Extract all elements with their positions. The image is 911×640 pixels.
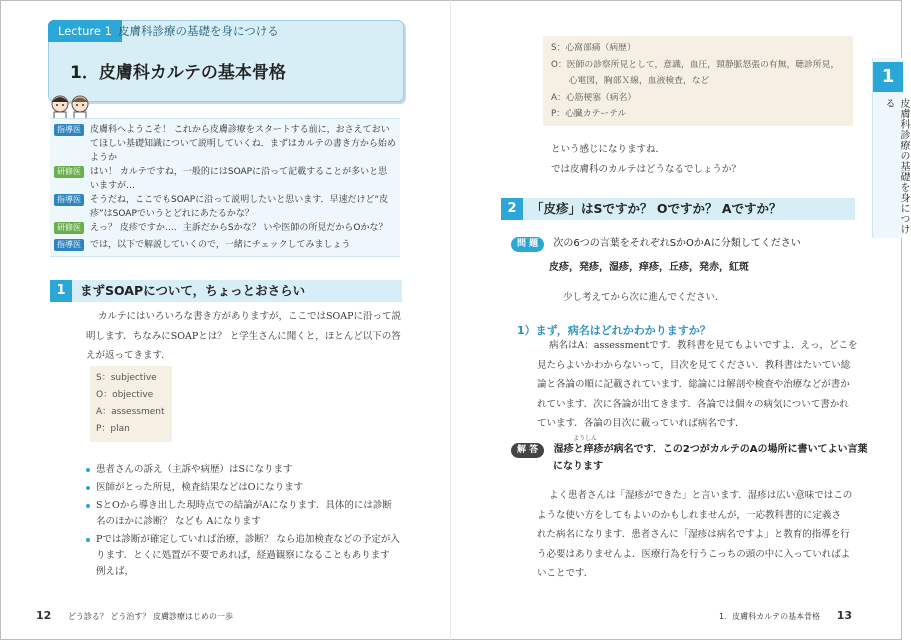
dialog-line: そうだね，ここでもSOAPに沿って説明したいと思います．早速だけど“皮 (90, 195, 389, 205)
list-item: 患者さんの訴え（主訴や病歴）はSになります (86, 462, 406, 478)
page-footer (36, 609, 233, 622)
role-tag: 研修医 (54, 166, 84, 178)
dialog-line: 疹”はSOAPでいうとどれにあたるかな？ (90, 209, 254, 219)
soap-item: P：plan (96, 424, 130, 434)
dialog-line: てほしい基礎知識について説明していくね．まずはカルテの書き方から始め (90, 139, 396, 149)
section-number: 1 (50, 280, 72, 302)
page-footer (719, 609, 852, 622)
example-line: 心電図，胸部Ｘ線，血液検査，など (551, 76, 710, 86)
question-badge: 問 題 (511, 237, 544, 252)
left-page (0, 0, 451, 640)
dialog-row (54, 123, 396, 163)
dialog-line: ようか (90, 153, 118, 163)
dialog-row (54, 165, 388, 191)
dialog-line: 皮膚科へようこそ！ これから皮膚診療をスタートする前に，おさえておい (90, 125, 390, 135)
sub-heading: 1）まず，病名はどれかわかりますか？ (517, 324, 711, 337)
answer-text: になります (553, 461, 603, 472)
answer-text: 湿疹と痒疹が病名です．この2つがカルテのAの場所に書いてよい言葉 (553, 444, 868, 455)
section-header (501, 198, 855, 220)
page-title: 1．皮膚科カルテの基本骨格 (70, 63, 286, 83)
section-header (50, 280, 402, 302)
example-line: S：心窩部痛（病歴） (551, 43, 636, 53)
list-item: SとOから導き出した現時点での結論がAになります．具体的には診断 名のほかに診断？ なども Aになります (86, 498, 406, 530)
soap-item: A：assessment (96, 407, 165, 417)
dialog-line: では，以下で解説していくので，一緒にチェックしてみましょう (90, 240, 351, 250)
question-text: 次の6つの言葉をそれぞれSかOかAに分類してください (553, 238, 801, 249)
chapter-side-tab (872, 58, 909, 238)
chapter-number: 1 (873, 62, 903, 92)
lecture-tab: Lecture 1 (48, 20, 122, 42)
dialog-row (54, 221, 388, 235)
example-line: A：心筋梗塞（病名） (551, 92, 637, 103)
page-number: 13 (836, 609, 852, 622)
role-tag: 指導医 (54, 239, 84, 251)
body-paragraph: よく患者さんは「湿疹ができた」と言います．湿疹は広い意味ではこの ような使い方をしてもよいのかもしれませんが，一応教科書的に定義さ れた病名になります．患者さんに「湿疹は病名ですよ」と教育的指導を行 う必要はありませんよ．医療行為を行うこっちの頭の中に入っていればよ いことです． (537, 490, 853, 579)
body-paragraph: という感じになりますね． では皮膚科のカルテはどうなるでしょうか？ (551, 144, 741, 175)
dialog-line: はい！ カルテですね，一般的にはSOAPに沿って記載することが多いと思 (90, 167, 388, 177)
ruby-text: ようしん (573, 435, 598, 442)
section-title: まずSOAPについて，ちょっとおさらい (80, 283, 306, 298)
example-line: P：心臓カテーテル (551, 109, 627, 119)
list-item: 医師がとった所見，検査結果などはOになります (86, 480, 406, 496)
answer-row (511, 441, 868, 475)
role-tag: 研修医 (54, 222, 84, 234)
soap-item: O：objective (96, 390, 154, 400)
dialog-row (54, 193, 389, 219)
dialog-line: いますが… (90, 181, 136, 191)
list-item: Pでは診断が確定していれば治療，診断？ なら追加検査などの予定が入 ります．とくに処置が不要であれば，経過観察になることもあります 例えば， (86, 532, 406, 580)
soap-item: S：subjective (96, 373, 157, 383)
dialog-line: えっ？ 皮疹ですか…．主訴だからSかな？ いや医師の所見だからOかな？ (90, 223, 388, 233)
instruction-text: 少し考えてから次に進んでください． (563, 292, 725, 303)
running-title: 1．皮膚科カルテの基本骨格 (719, 612, 821, 621)
running-title: どう診る？ どう治す？ 皮膚診療はじめの一歩 (67, 612, 233, 621)
dialog-row (54, 238, 351, 252)
example-soap-box (543, 36, 853, 126)
chapter-title: 皮膚科診療の基礎を身につける (883, 98, 909, 235)
role-tag: 指導医 (54, 124, 84, 136)
right-page (451, 0, 909, 640)
page-number: 12 (36, 609, 52, 622)
doctor-avatars-icon (48, 90, 94, 120)
word-list: 皮疹，発疹，湿疹，痒疹，丘疹，発赤，紅斑 (549, 262, 749, 273)
example-line: O：医師の診察所見として，意識，血圧，頸静脈怒張の有無，聴診所見， (551, 59, 840, 70)
soap-definition-box (90, 366, 172, 442)
section-title: 「皮疹」はSですか？ Oですか？ Aですか？ (531, 201, 782, 216)
role-tag: 指導医 (54, 194, 84, 206)
lecture-topic: 皮膚科診療の基礎を身につける (118, 24, 279, 38)
body-paragraph: カルテにはいろいろな書き方がありますが，ここではSOAPに沿って説 明します．ちなみにSOAPとは？ と学生さんに聞くと，ほとんど以下の答 えが返ってきます． (86, 311, 402, 361)
question-row (511, 234, 801, 252)
body-paragraph: 病名はA：assessmentです．教科書を見てもよいですよ．えっ，どこを 見たらよいかわからないって，目次を見てください．教科書はたいてい総 論と各論の順に記載されています．総論には解剖や検査や治療などが書か れています．次に各論が出てきます．各論では個々の病気について書かれ ています．各論の目次に載っていれば病名です． (537, 340, 858, 429)
bullet-list (86, 462, 406, 582)
section-number: 2 (501, 198, 523, 220)
answer-badge: 解 答 (511, 443, 544, 458)
